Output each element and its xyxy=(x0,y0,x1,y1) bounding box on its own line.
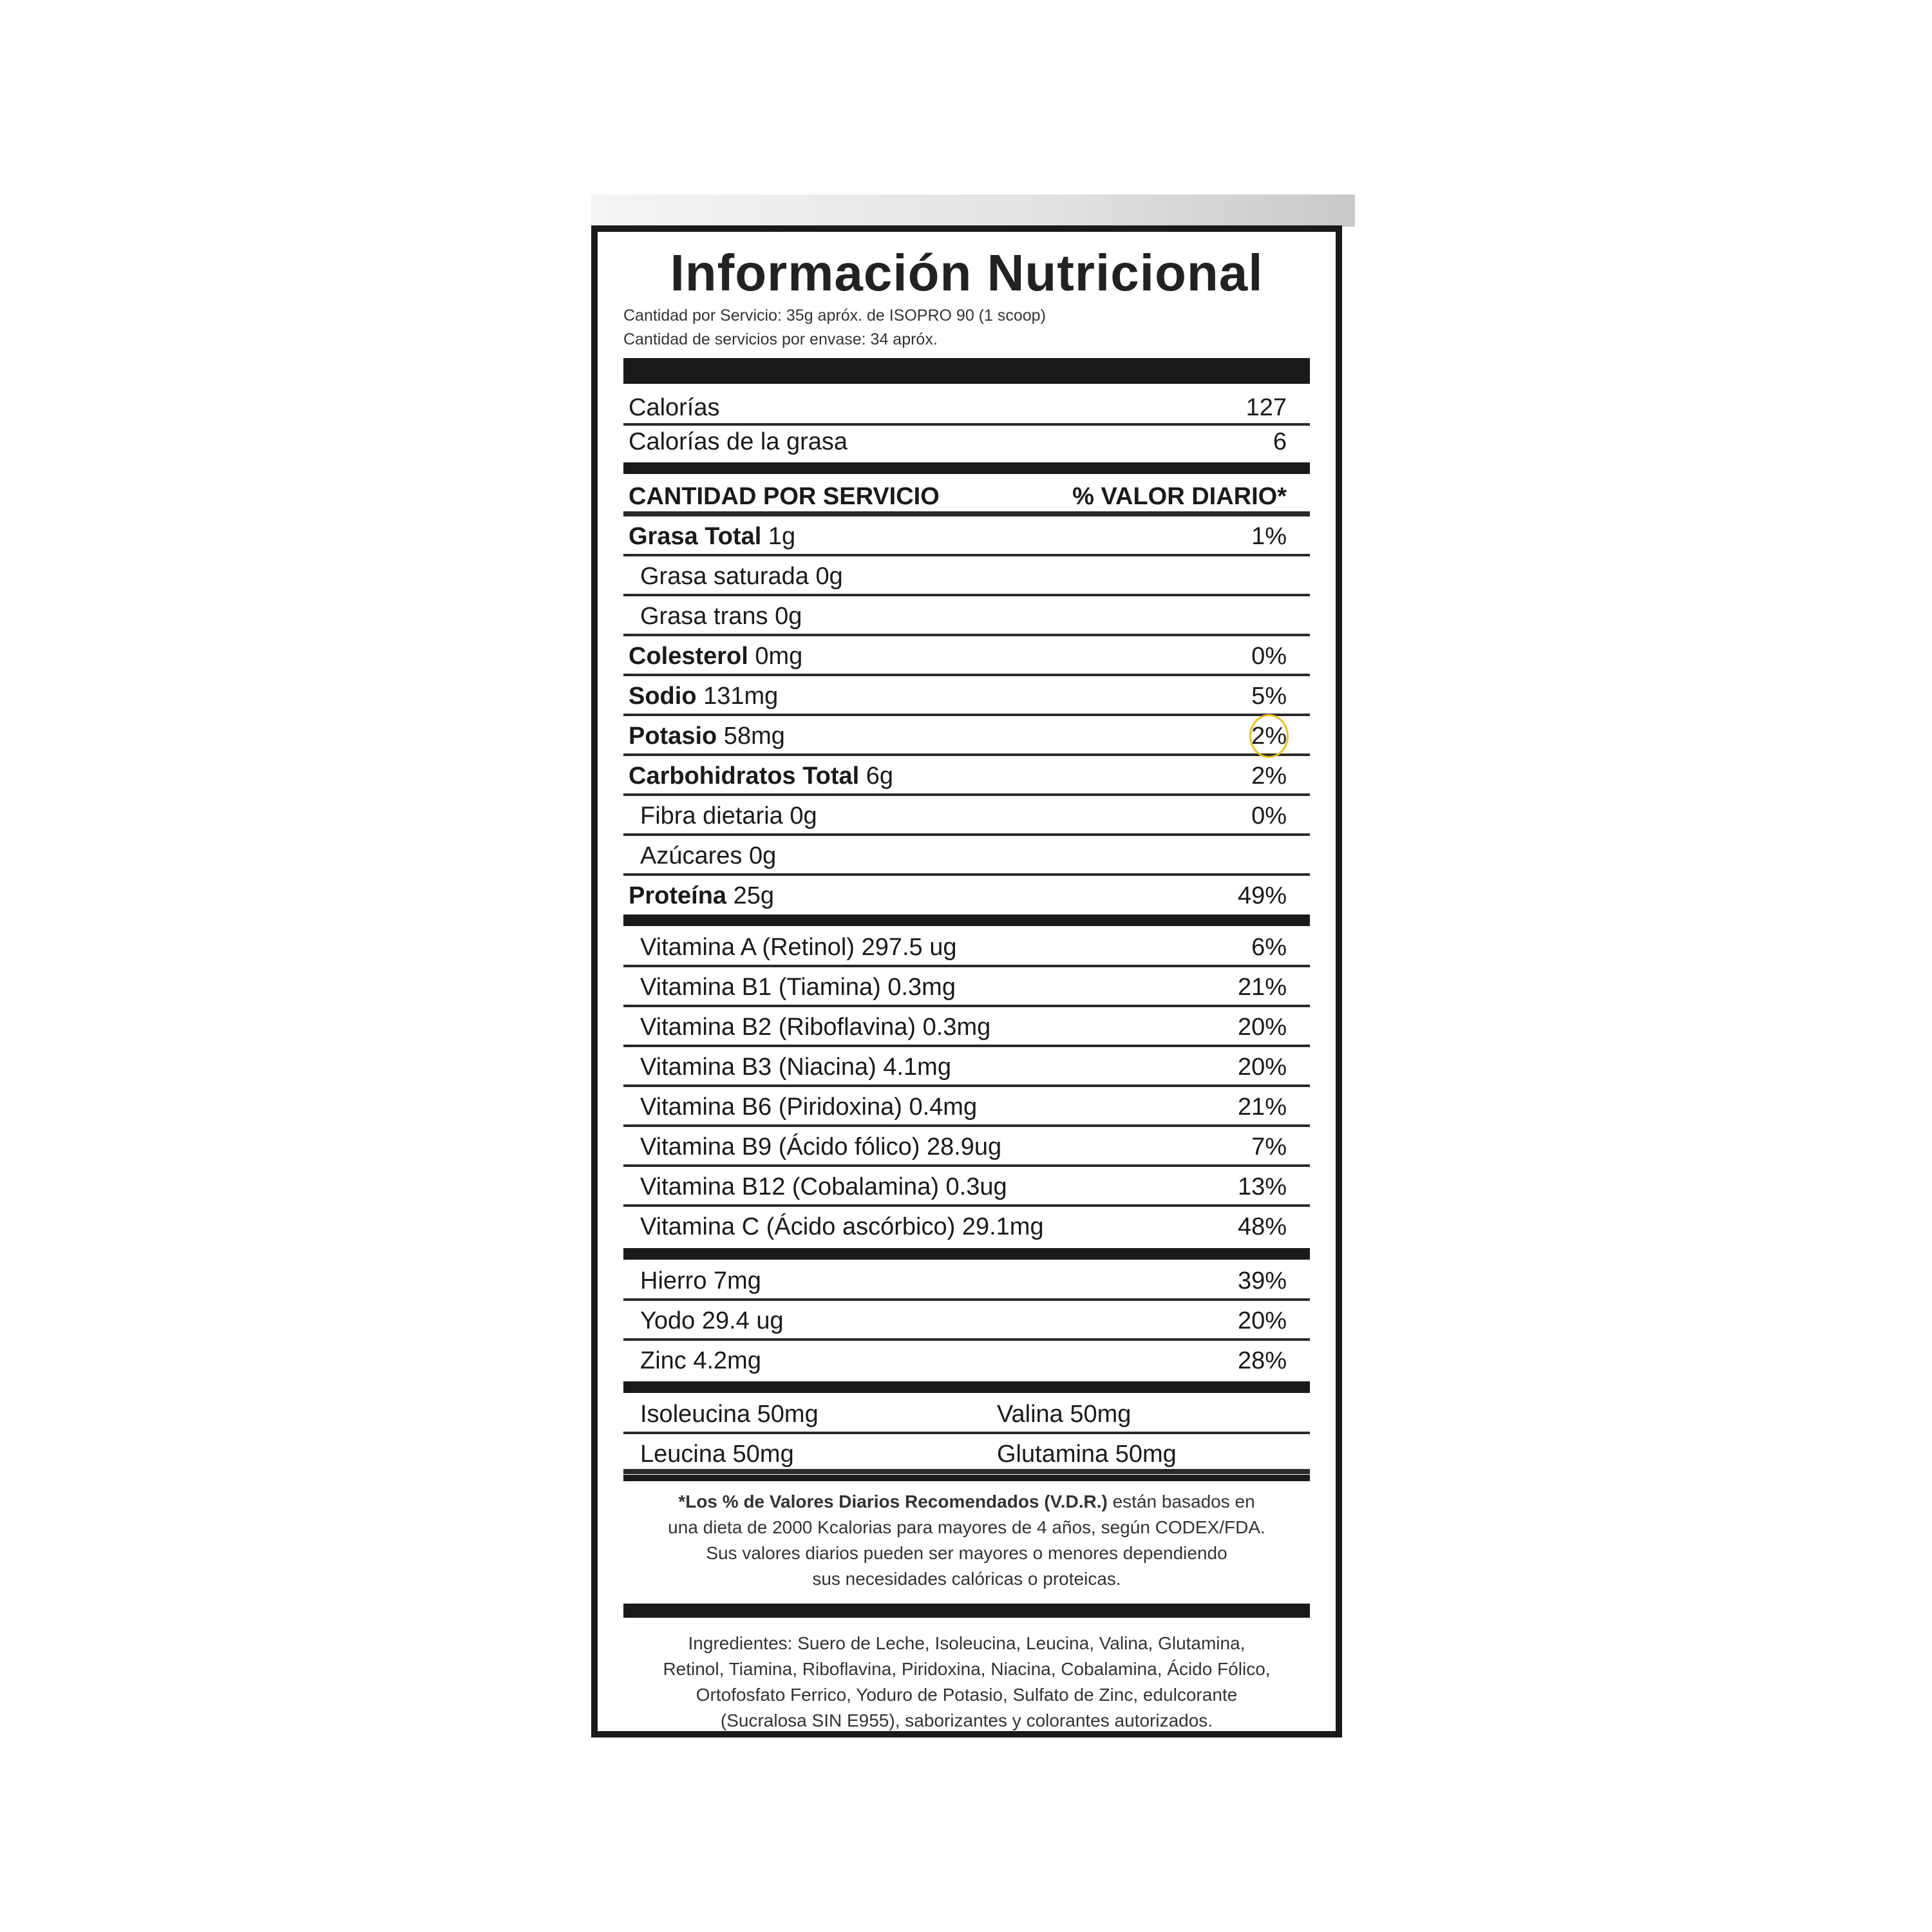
mineral-divider xyxy=(623,1248,1310,1260)
mineral-name: Hierro 7mg xyxy=(640,1267,761,1294)
calories-label: Calorías xyxy=(629,394,720,421)
header-daily-value: % VALOR DIARIO* xyxy=(1072,483,1287,510)
nutrient-name xyxy=(629,716,785,756)
nutrient-amount: 58mg xyxy=(717,723,785,750)
footnote-divider xyxy=(623,1475,1310,1481)
vitamin-row xyxy=(623,927,1310,967)
mineral-row xyxy=(623,1261,1310,1301)
vitamin-row xyxy=(623,1167,1310,1207)
footnote-line-1: están basados en xyxy=(1107,1492,1255,1511)
vitamin-daily-value: 6% xyxy=(1251,934,1287,961)
vitamin-row xyxy=(623,1007,1310,1047)
nutrient-daily-value: 0% xyxy=(1251,643,1287,670)
daily-value-header xyxy=(623,477,1310,516)
vitamin-name: Vitamina B12 (Cobalamina) 0.3ug xyxy=(640,1173,1007,1200)
nutrient-daily-value: 1% xyxy=(1251,523,1287,550)
mineral-name: Zinc 4.2mg xyxy=(640,1347,761,1374)
vitamin-divider xyxy=(623,914,1310,926)
vitamin-row xyxy=(623,1127,1310,1167)
footnote-line-3: Sus valores diarios pueden ser mayores o menores dependiendo xyxy=(706,1543,1227,1563)
nutrient-row xyxy=(623,596,1310,636)
ingredients-divider xyxy=(623,1604,1310,1618)
vitamin-daily-value: 20% xyxy=(1237,1054,1287,1081)
nutrient-row xyxy=(623,836,1310,876)
vitamin-row xyxy=(623,1207,1310,1247)
nutrient-amount: Azúcares 0g xyxy=(640,842,777,869)
nutrient-amount: 1g xyxy=(761,523,796,550)
ingredients-line-4: (Sucralosa SIN E955), saborizantes y colorantes autorizados. xyxy=(720,1710,1213,1730)
nutrient-daily-value: 2% xyxy=(1251,716,1287,756)
vitamin-name: Vitamina B3 (Niacina) 4.1mg xyxy=(640,1054,951,1081)
ingredients-line-3: Ortofosfato Ferrico, Yoduro de Potasio, Sulfato de Zinc, edulcorante xyxy=(696,1685,1238,1705)
thick-divider xyxy=(623,358,1310,384)
nutrient-amount: Grasa saturada 0g xyxy=(640,563,843,590)
nutrient-row xyxy=(623,516,1310,556)
nutrient-daily-value: 49% xyxy=(1237,882,1287,909)
vitamin-row xyxy=(623,1087,1310,1127)
vitamin-daily-value: 48% xyxy=(1237,1213,1287,1240)
nutrient-name xyxy=(629,676,778,716)
vitamin-name: Vitamina B9 (Ácido fólico) 28.9ug xyxy=(640,1133,1002,1160)
calories-fat-value: 6 xyxy=(1273,428,1287,455)
serving-info xyxy=(623,304,1046,352)
header-amount: CANTIDAD POR SERVICIO xyxy=(629,483,940,510)
vitamin-name: Vitamina B6 (Piridoxina) 0.4mg xyxy=(640,1094,978,1121)
nutrient-row xyxy=(623,876,1310,916)
calories-row xyxy=(623,390,1310,426)
vitamin-daily-value: 21% xyxy=(1237,974,1287,1001)
serving-size: Cantidad por Servicio: 35g apróx. de ISOPRO 90 (1 scoop) xyxy=(623,307,1046,325)
vitamin-daily-value: 20% xyxy=(1237,1014,1287,1041)
nutrient-amount: Grasa trans 0g xyxy=(640,603,802,630)
vitamin-daily-value: 7% xyxy=(1251,1133,1287,1160)
footnote-line-4: sus necesidades calóricas o proteicas. xyxy=(812,1569,1121,1589)
calories-fat-label: Calorías de la grasa xyxy=(629,428,848,455)
nutrient-row xyxy=(623,556,1310,596)
nutrient-name xyxy=(629,756,893,796)
mineral-row xyxy=(623,1301,1310,1341)
amino-acid-right: Valina 50mg xyxy=(997,1401,1132,1428)
mineral-row xyxy=(623,1341,1310,1381)
vitamin-daily-value: 13% xyxy=(1237,1173,1287,1200)
nutrient-amount: 25g xyxy=(726,882,775,909)
footnote-bold: *Los % de Valores Diarios Recomendados (V.D.R.) xyxy=(678,1492,1108,1511)
nutrient-daily-value: 2% xyxy=(1251,762,1287,790)
nutrient-daily-value: 5% xyxy=(1251,683,1287,710)
vitamin-name: Vitamina C (Ácido ascórbico) 29.1mg xyxy=(640,1213,1044,1240)
vitamin-name: Vitamina A (Retinol) 297.5 ug xyxy=(640,934,957,961)
vitamin-row xyxy=(623,1047,1310,1087)
mineral-name: Yodo 29.4 ug xyxy=(640,1307,784,1334)
nutrient-row xyxy=(623,756,1310,796)
medium-divider xyxy=(623,462,1310,474)
vitamin-name: Vitamina B1 (Tiamina) 0.3mg xyxy=(640,974,956,1001)
vitamin-daily-value: 21% xyxy=(1237,1094,1287,1121)
amino-divider xyxy=(623,1381,1310,1393)
amino-acid-left: Leucina 50mg xyxy=(640,1441,794,1468)
calories-value: 127 xyxy=(1245,394,1287,421)
servings-per-container: Cantidad de servicios por envase: 34 apróx. xyxy=(623,330,938,348)
amino-acid-row xyxy=(623,1394,1310,1434)
nutrient-bold-name: Sodio xyxy=(629,683,697,710)
footnote-line-2: una dieta de 2000 Kcalorias para mayores de 4 años, según CODEX/FDA. xyxy=(668,1517,1265,1537)
daily-value-footnote xyxy=(617,1489,1316,1592)
nutrient-row xyxy=(623,716,1310,756)
nutrient-row xyxy=(623,676,1310,716)
nutrient-amount: 6g xyxy=(859,762,894,790)
nutrient-name xyxy=(640,836,776,876)
ingredients-line-1: Ingredientes: Suero de Leche, Isoleucina, Leucina, Valina, Glutamina, xyxy=(688,1633,1245,1653)
ingredients-line-2: Retinol, Tiamina, Riboflavina, Piridoxina, Niacina, Cobalamina, Ácido Fólico, xyxy=(663,1659,1271,1679)
amino-acid-left: Isoleucina 50mg xyxy=(640,1401,819,1428)
nutrient-bold-name: Carbohidratos Total xyxy=(629,762,860,790)
nutrient-name xyxy=(640,556,843,596)
nutrient-amount: 0mg xyxy=(748,643,803,670)
nutrient-name xyxy=(640,796,817,836)
mineral-daily-value: 39% xyxy=(1237,1267,1287,1294)
label-top-shadow xyxy=(591,194,1355,227)
nutrient-bold-name: Potasio xyxy=(629,723,717,750)
amino-acid-right: Glutamina 50mg xyxy=(997,1441,1177,1468)
nutrient-amount: Fibra dietaria 0g xyxy=(640,802,817,829)
label-title: Información Nutricional xyxy=(670,244,1264,301)
vitamin-name: Vitamina B2 (Riboflavina) 0.3mg xyxy=(640,1014,991,1041)
nutrient-bold-name: Proteína xyxy=(629,882,727,909)
nutrient-bold-name: Colesterol xyxy=(629,643,748,670)
nutrient-amount: 131mg xyxy=(696,683,779,710)
amino-acid-row xyxy=(623,1434,1310,1474)
mineral-daily-value: 28% xyxy=(1237,1347,1287,1374)
nutrient-row xyxy=(623,636,1310,676)
nutrient-name xyxy=(640,596,802,636)
ingredients-text xyxy=(604,1631,1329,1734)
nutrient-name xyxy=(629,876,774,916)
nutrient-bold-name: Grasa Total xyxy=(629,523,762,550)
nutrient-name xyxy=(629,516,795,556)
calories-fat-row xyxy=(623,426,1310,458)
mineral-daily-value: 20% xyxy=(1237,1307,1287,1334)
nutrient-row xyxy=(623,796,1310,836)
nutrient-daily-value: 0% xyxy=(1251,802,1287,829)
vitamin-row xyxy=(623,967,1310,1007)
nutrition-label xyxy=(591,225,1342,1738)
nutrient-name xyxy=(629,636,802,676)
